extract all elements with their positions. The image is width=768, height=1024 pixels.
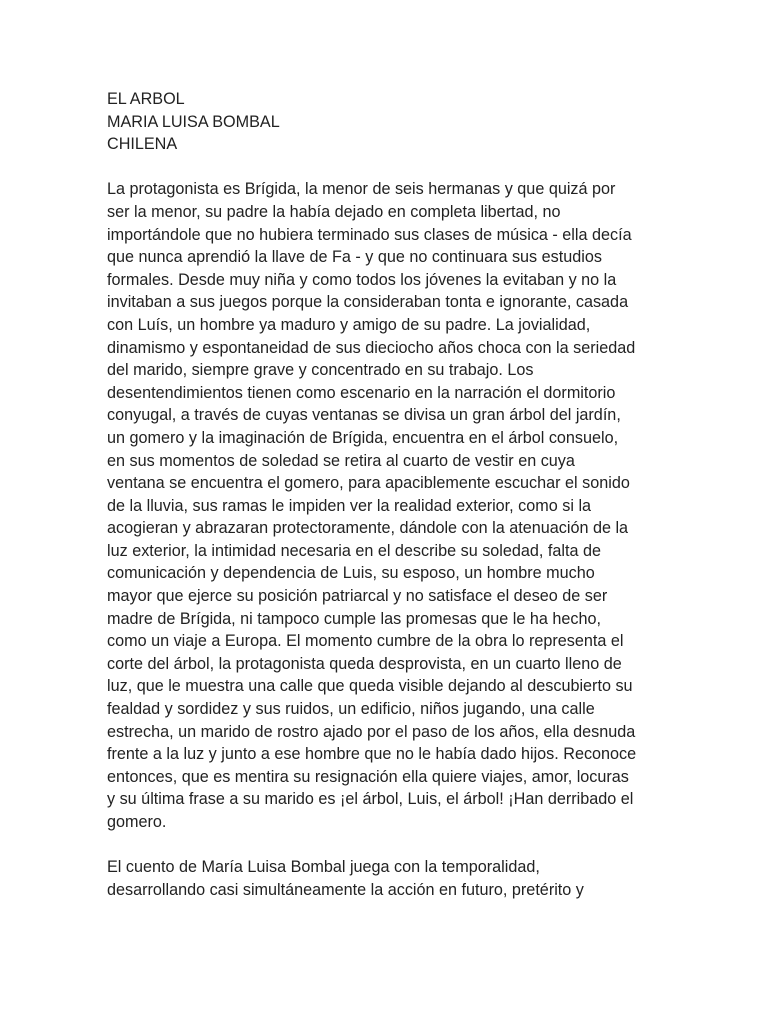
text-line: luz exterior, la intimidad necesaria en el describe su soledad, falta de bbox=[107, 541, 602, 560]
text-line: que nunca aprendió la llave de Fa - y que no continuara sus estudios bbox=[107, 248, 602, 267]
text-line: y su última frase a su marido es ¡el árbol, Luis, el árbol! ¡Han derribado el bbox=[107, 790, 634, 809]
text-line: ventana se encuentra el gomero, para apaciblemente escuchar el sonido bbox=[107, 474, 630, 493]
heading-title: EL ARBOL bbox=[107, 90, 185, 108]
text-line: en sus momentos de soledad se retira al cuarto de vestir en cuya bbox=[107, 451, 575, 470]
text-line: comunicación y dependencia de Luis, su esposo, un hombre mucho bbox=[107, 564, 595, 583]
paragraph-analysis bbox=[107, 856, 667, 901]
text-line: mayor que ejerce su posición patriarcal y no satisface el deseo de ser bbox=[107, 587, 608, 606]
text-line: La protagonista es Brígida, la menor de seis hermanas y que quizá por bbox=[107, 180, 616, 199]
text-line: gomero. bbox=[107, 813, 167, 831]
text-line: estrecha, un marido de rostro ajado por el paso de los años, ella desnuda bbox=[107, 722, 636, 741]
text-line: madre de Brígida, ni tampoco cumple las promesas que le ha hecho, bbox=[107, 609, 601, 628]
text-line: con Luís, un hombre ya maduro y amigo de su padre. La jovialidad, bbox=[107, 315, 591, 334]
text-line: entonces, que es mentira su resignación ella quiere viajes, amor, locuras bbox=[107, 767, 629, 786]
paragraph-spacer bbox=[107, 834, 667, 857]
text-line: un gomero y la imaginación de Brígida, encuentra en el árbol consuelo, bbox=[107, 428, 619, 447]
text-line: invitaban a sus juegos porque la consideraban tonta e ignorante, casada bbox=[107, 293, 629, 312]
text-line: fealdad y sordidez y sus ruidos, un edificio, niños jugando, una calle bbox=[107, 700, 595, 719]
text-line: ser la menor, su padre la había dejado en completa libertad, no bbox=[107, 202, 561, 221]
text-line: luz, que le muestra una calle que queda visible dejando al descubierto su bbox=[107, 677, 633, 696]
text-line: del marido, siempre grave y concentrado en su trabajo. Los bbox=[107, 361, 534, 380]
text-line: conyugal, a través de cuyas ventanas se divisa un gran árbol del jardín, bbox=[107, 406, 621, 425]
text-line: como un viaje a Europa. El momento cumbre de la obra lo representa el bbox=[107, 632, 624, 651]
text-line: dinamismo y espontaneidad de sus dieciocho años choca con la seriedad bbox=[107, 338, 636, 357]
paragraph-spacer bbox=[107, 156, 667, 179]
text-line: importándole que no hubiera terminado sus clases de música - ella decía bbox=[107, 225, 632, 244]
text-line: acogieran y abrazaran protectoramente, dándole con la atenuación de la bbox=[107, 519, 629, 538]
heading-nationality: CHILENA bbox=[107, 135, 178, 154]
text-line: corte del árbol, la protagonista queda desprovista, en un cuarto lleno de bbox=[107, 654, 622, 673]
document-body bbox=[107, 88, 667, 901]
text-line: desarrollando casi simultáneamente la acción en futuro, pretérito y bbox=[107, 880, 584, 899]
text-line: de la lluvia, sus ramas le impiden ver la realidad exterior, como si la bbox=[107, 496, 592, 515]
paragraph-summary bbox=[107, 178, 667, 833]
document-heading bbox=[107, 88, 667, 156]
heading-author: MARIA LUISA BOMBAL bbox=[107, 112, 280, 131]
text-line: formales. Desde muy niña y como todos los jóvenes la evitaban y no la bbox=[107, 270, 617, 289]
text-line: El cuento de María Luisa Bombal juega con la temporalidad, bbox=[107, 858, 540, 877]
text-line: desentendimientos tienen como escenario en la narración el dormitorio bbox=[107, 383, 616, 402]
text-line: frente a la luz y junto a ese hombre que no le había dado hijos. Reconoce bbox=[107, 745, 637, 764]
